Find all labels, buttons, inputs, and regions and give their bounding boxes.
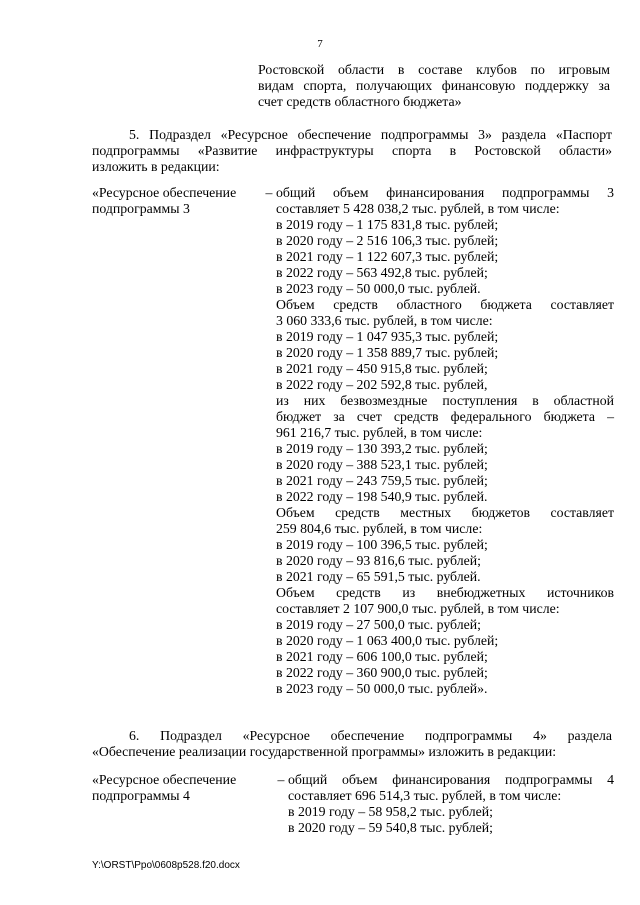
text-line: видам спорта, получающих финансовую поддержку за	[258, 78, 610, 93]
text-line: в 2019 году – 100 396,5 тыс. рублей;	[276, 537, 488, 552]
row-content	[288, 772, 614, 836]
section-6-heading	[92, 728, 612, 760]
text-line: в 2021 году – 243 759,5 тыс. рублей;	[276, 473, 488, 488]
row-label	[92, 772, 262, 804]
text-line: составляет 2 107 900,0 тыс. рублей, в том числе:	[276, 601, 560, 616]
text-line: бюджет за счет средств федерального бюджета –	[276, 409, 614, 424]
text-line: в 2020 году – 59 540,8 тыс. рублей;	[288, 820, 493, 835]
intro-continuation	[258, 62, 610, 110]
text-line: в 2022 году – 563 492,8 тыс. рублей;	[276, 265, 488, 280]
text-line: в 2019 году – 27 500,0 тыс. рублей;	[276, 617, 481, 632]
row-content	[276, 185, 614, 697]
row-dash: –	[277, 772, 285, 787]
text-line: Объем средств областного бюджета составляет	[276, 297, 614, 312]
text-line: подпрограммы 3	[92, 201, 190, 216]
text-line: подпрограммы «Развитие инфраструктуры спорта в Ростовской области»	[92, 143, 612, 158]
text-line: 259 804,6 тыс. рублей, в том числе:	[276, 521, 483, 536]
text-line: в 2020 году – 388 523,1 тыс. рублей;	[276, 457, 488, 472]
text-line: в 2019 году – 58 958,2 тыс. рублей;	[288, 804, 493, 819]
section-5-heading	[92, 127, 612, 175]
text-line: в 2020 году – 1 358 889,7 тыс. рублей;	[276, 345, 499, 360]
file-path-footer: Y:\ORST\Ppo\0608p528.f20.docx	[92, 860, 240, 871]
text-line: в 2020 году – 1 063 400,0 тыс. рублей;	[276, 633, 499, 648]
text-line: в 2021 году – 450 915,8 тыс. рублей;	[276, 361, 488, 376]
text-line: в 2023 году – 50 000,0 тыс. рублей.	[276, 281, 481, 296]
text-line: подпрограммы 4	[92, 788, 190, 803]
text-line: «Ресурсное обеспечение	[92, 772, 237, 787]
text-line: в 2021 году – 65 591,5 тыс. рублей.	[276, 569, 481, 584]
text-line: в 2021 году – 606 100,0 тыс. рублей;	[276, 649, 488, 664]
row-dash: –	[265, 185, 273, 200]
text-line: в 2020 году – 2 516 106,3 тыс. рублей;	[276, 233, 499, 248]
text-line: в 2019 году – 130 393,2 тыс. рублей;	[276, 441, 488, 456]
text-line: общий объем финансирования подпрограммы 3	[276, 185, 614, 200]
page-number: 7	[317, 38, 323, 50]
text-line: составляет 696 514,3 тыс. рублей, в том числе:	[288, 788, 562, 803]
text-line: в 2022 году – 198 540,9 тыс. рублей.	[276, 489, 488, 504]
text-line: в 2022 году – 360 900,0 тыс. рублей;	[276, 665, 488, 680]
text-line: 3 060 333,6 тыс. рублей, в том числе:	[276, 313, 493, 328]
text-line: в 2023 году – 50 000,0 тыс. рублей».	[276, 681, 488, 696]
text-line: Ростовской области в составе клубов по игровым	[258, 62, 610, 77]
text-line: в 2021 году – 1 122 607,3 тыс. рублей;	[276, 249, 499, 264]
text-line: в 2022 году – 202 592,8 тыс. рублей,	[276, 377, 488, 392]
text-line: общий объем финансирования подпрограммы 4	[288, 772, 614, 787]
text-line: 5. Подраздел «Ресурсное обеспечение подпрограммы 3» раздела «Паспорт	[129, 127, 612, 142]
text-line: изложить в редакции:	[92, 159, 220, 174]
text-line: 961 216,7 тыс. рублей, в том числе:	[276, 425, 483, 440]
text-line: Объем средств местных бюджетов составляет	[276, 505, 614, 520]
text-line: из них безвозмездные поступления в областной	[276, 393, 614, 408]
text-line: составляет 5 428 038,2 тыс. рублей, в том числе:	[276, 201, 560, 216]
text-line: 6. Подраздел «Ресурсное обеспечение подпрограммы 4» раздела	[129, 728, 612, 743]
text-line: счет средств областного бюджета»	[258, 94, 462, 109]
text-line: Объем средств из внебюджетных источников	[276, 585, 614, 600]
row-label	[92, 185, 262, 217]
text-line: «Обеспечение реализации государственной программы» изложить в редакции:	[92, 744, 557, 759]
text-line: в 2019 году – 1 175 831,8 тыс. рублей;	[276, 217, 499, 232]
text-line: в 2019 году – 1 047 935,3 тыс. рублей;	[276, 329, 499, 344]
text-line: «Ресурсное обеспечение	[92, 185, 237, 200]
text-line: в 2020 году – 93 816,6 тыс. рублей;	[276, 553, 481, 568]
